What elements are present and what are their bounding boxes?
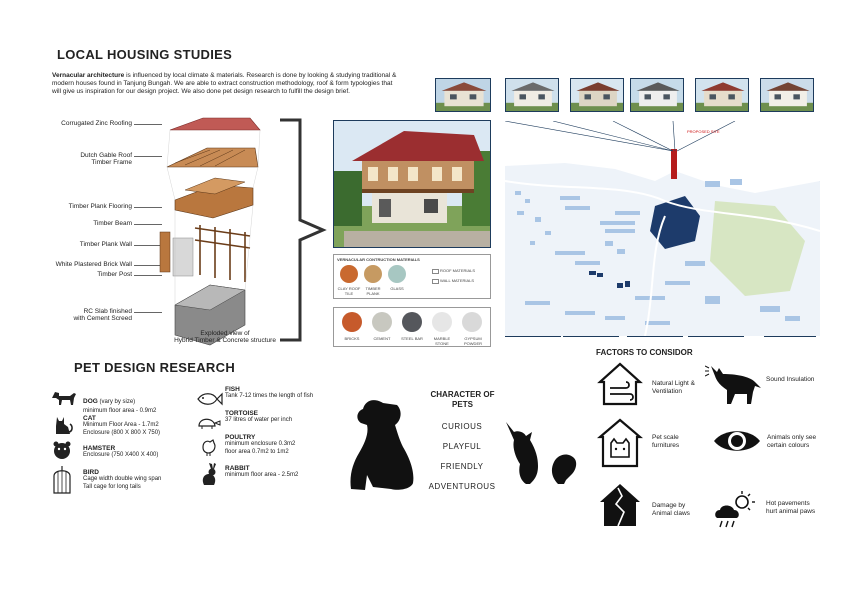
pet-name: TORTOISE <box>225 410 258 417</box>
birdcage-icon <box>52 466 72 494</box>
materials-title: VERNACULAR CONTRUCTION MATERIALS <box>337 257 420 262</box>
exploded-label: RC Slab finished with Cement Screed <box>73 308 132 322</box>
pet-desc: minimum enclosure 0.3m2 floor area 0.7m2 to 1m2 <box>225 441 296 455</box>
factors-title: FACTORS TO CONSIDOR <box>596 348 693 357</box>
pet-fish <box>225 386 340 401</box>
pet-desc: minimum floor area - 0.9m2 <box>83 408 157 414</box>
brick-label: BRICKS <box>344 336 360 341</box>
pet-tortoise <box>225 410 340 425</box>
house-photo <box>760 78 814 112</box>
intro-paragraph <box>52 72 402 96</box>
factor-light: Natural Light & Ventilation <box>652 380 695 395</box>
materials-panel-2 <box>333 307 491 347</box>
gypsum-label: GYPSUM POWDER <box>464 336 482 346</box>
pet-desc: Enclosure (750 X400 X 400) <box>83 452 159 458</box>
bracket-arrow <box>278 118 328 343</box>
house-wind-icon <box>596 360 644 406</box>
clay-tile-swatch <box>340 265 358 283</box>
exploded-label: Corrugated Zinc Roofing <box>61 120 132 127</box>
poultry-icon <box>198 437 220 457</box>
cat-silhouette-icon <box>502 418 582 488</box>
pet-name: DOG <box>83 398 98 405</box>
pet-dog <box>83 390 193 416</box>
dog-icon <box>50 388 78 406</box>
steel-swatch <box>402 312 422 332</box>
exploded-label: Dutch Gable Roof Timber Frame <box>80 152 132 166</box>
factor-sound: Sound Insulation <box>766 376 815 383</box>
house-photo <box>570 78 624 112</box>
materials-panel <box>333 254 491 299</box>
cement-swatch <box>372 312 392 332</box>
legend-box <box>432 279 439 284</box>
trait-friendly: FRIENDLY <box>440 462 484 471</box>
exploded-label: White Plastered Brick Wall <box>55 261 132 268</box>
factor-pavements: Hot pavements hurt animal paws <box>766 500 816 515</box>
roof-frame <box>167 148 258 167</box>
pet-name: RABBIT <box>225 465 250 472</box>
intro-bold: Vernacular architecture <box>52 72 125 79</box>
damaged-house-icon <box>598 482 644 528</box>
proposed-site-label: PROPOSED SITE <box>687 129 720 134</box>
factor-colours: Animals only see certain colours <box>767 434 817 449</box>
pet-desc: Cage width double wing span Tall cage for long tails <box>83 476 162 490</box>
eye-icon <box>712 426 762 456</box>
exploded-caption: Exploded view of Hybrid Timber & Concrete structure <box>174 330 276 344</box>
sun-cloud-icon <box>712 490 760 530</box>
house-photo <box>630 78 684 112</box>
rabbit-icon <box>198 463 220 487</box>
pet-cat <box>83 415 198 437</box>
glass-swatch <box>388 265 406 283</box>
exploded-label: Timber Post <box>97 271 132 278</box>
pet-desc: 37 litres of water per inch <box>225 417 293 423</box>
pet-name: HAMSTER <box>83 445 116 452</box>
hamster-icon <box>52 441 72 461</box>
house-photo <box>435 78 491 112</box>
trait-adventurous: ADVENTUROUS <box>428 482 496 491</box>
house-photo <box>695 78 749 112</box>
pet-rabbit <box>225 465 340 480</box>
howling-wolf-icon <box>705 362 763 406</box>
pet-section-title: PET DESIGN RESEARCH <box>74 360 236 375</box>
legend-wall: WALL MATERIALS <box>440 278 475 283</box>
brick-wall <box>173 238 193 276</box>
page-title: LOCAL HOUSING STUDIES <box>57 47 233 62</box>
exploded-label: Timber Beam <box>93 220 132 227</box>
steel-label: STEEL BAR <box>401 336 423 341</box>
brick-swatch <box>342 312 362 332</box>
exploded-label: Timber Plank Flooring <box>68 203 132 210</box>
pet-desc: Minimum Floor Area - 1.7m2 Enclosure (800 X 800 X 750) <box>83 422 161 436</box>
zinc-roof <box>170 118 260 130</box>
pet-desc: Tank 7-12 times the length of fish <box>225 393 314 399</box>
character-title: CHARACTER OF PETS <box>430 390 495 409</box>
timber-label: TIMBER PLANK <box>365 286 381 296</box>
pet-desc: minimum floor area - 2.5m2 <box>225 472 299 478</box>
pet-house-icon <box>597 417 643 469</box>
tortoise-icon <box>196 413 222 431</box>
glass-label: GLASS <box>390 286 404 291</box>
dog-silhouette-icon <box>343 395 423 495</box>
pet-name: CAT <box>83 415 96 422</box>
marble-swatch <box>432 312 452 332</box>
timber-beams <box>195 225 250 282</box>
pet-bird <box>83 469 203 491</box>
pet-hamster <box>83 445 198 460</box>
timber-swatch <box>364 265 382 283</box>
trait-curious: CURIOUS <box>441 422 483 431</box>
pet-poultry <box>225 434 340 456</box>
pet-name: FISH <box>225 386 240 393</box>
intro-text: is influenced by local climate & materials. Research is done by looking & studying traditional & modern houses found in Tanjung Bungah. We are able to extract construction methodology, roof & form typologies that will give us inspiration for our design project. We also done pet design research to fulfill the design brief. <box>52 72 397 95</box>
marble-label: MARBLE STONE <box>433 336 451 346</box>
pet-name: BIRD <box>83 469 99 476</box>
trait-playful: PLAYFUL <box>442 442 482 451</box>
cement-label: CEMENT <box>373 336 391 341</box>
house-photo <box>505 78 559 112</box>
clay-tile-label: CLAY ROOF TILE <box>337 286 361 296</box>
legend-box <box>432 269 439 274</box>
factor-furniture: Pet scale furnitures <box>652 434 680 449</box>
vernacular-house-photo <box>333 120 491 248</box>
fish-icon <box>195 390 223 408</box>
exploded-label: Timber Plank Wall <box>79 241 132 248</box>
legend-roof: ROOF MATERIALS <box>440 268 476 273</box>
gypsum-swatch <box>462 312 482 332</box>
pet-extra: (vary by size) <box>97 399 136 405</box>
cat-icon <box>52 414 74 436</box>
site-map <box>505 121 820 336</box>
factor-claws: Damage by Animal claws <box>652 502 690 517</box>
pet-name: POULTRY <box>225 434 256 441</box>
